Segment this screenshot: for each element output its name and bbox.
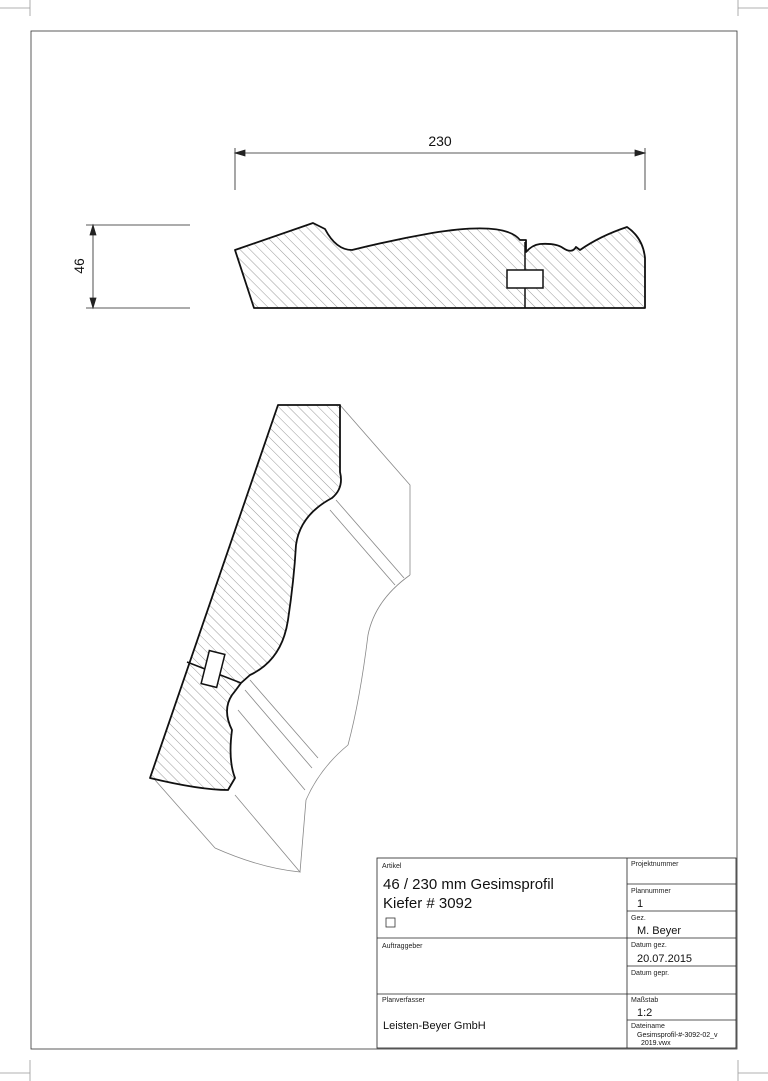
width-dimension <box>235 148 645 190</box>
gez-label: Gez. <box>631 915 646 922</box>
artikel-line-1: 46 / 230 mm Gesimsprofil <box>383 876 554 893</box>
isometric-profile-face <box>150 405 341 790</box>
gez-value: M. Beyer <box>637 925 682 937</box>
projektnummer-label: Projektnummer <box>631 861 679 868</box>
auftraggeber-label: Auftraggeber <box>382 943 423 950</box>
plannummer-value: 1 <box>637 898 644 910</box>
height-dimension <box>86 225 190 308</box>
profile-cross-section <box>235 223 645 308</box>
width-dimension-label: 230 <box>428 133 452 149</box>
datum-gepr-label: Datum gepr. <box>631 970 670 977</box>
planverfasser-value: Leisten-Beyer GmbH <box>383 1020 486 1032</box>
artikel-label: Artikel <box>382 863 402 870</box>
massstab-value: 1:2 <box>637 1007 653 1019</box>
plannummer-label: Plannummer <box>631 888 671 895</box>
height-dimension-label: 46 <box>71 258 87 274</box>
artikel-line-2: Kiefer # 3092 <box>383 895 473 912</box>
checkbox-icon <box>386 918 395 927</box>
dateiname-line-2: 2019.vwx <box>641 1040 671 1047</box>
dateiname-label: Dateiname <box>631 1023 665 1030</box>
datum-gez-label: Datum gez. <box>631 942 667 949</box>
planverfasser-label: Planverfasser <box>382 997 425 1004</box>
datum-gez-value: 20.07.2015 <box>637 953 693 965</box>
dateiname-line-1: Gesimsprofil-#-3092-02_v <box>637 1032 718 1039</box>
massstab-label: Maßstab <box>631 997 659 1004</box>
